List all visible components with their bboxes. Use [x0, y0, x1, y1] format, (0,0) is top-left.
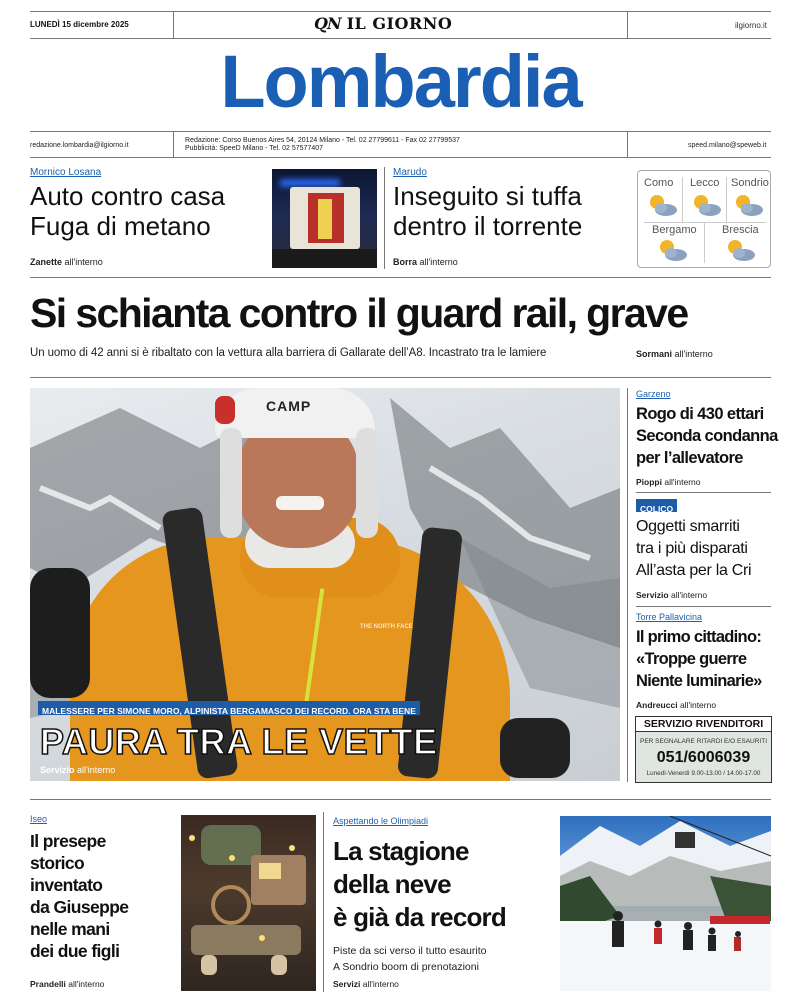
sidebar2-headline[interactable]	[636, 516, 751, 582]
service-box-phone[interactable]: 051/6006039	[656, 749, 751, 766]
bottom-left-line: da Giuseppe	[30, 897, 129, 917]
address-line1: Redazione: Corso Buenos Aires 54, 20124 Milano - Tel. 02 27799611 - Fax 02 27799537	[185, 137, 460, 144]
story1-kicker[interactable]: Mornico Losana	[30, 167, 102, 178]
sidebar3-line3: Niente luminarie»	[636, 672, 762, 690]
bottom-right-sub1: Piste da sci verso il tutto esaurito	[333, 945, 487, 957]
email-speed[interactable]: speed.milano@speweb.it	[688, 142, 767, 149]
service-box[interactable]	[635, 716, 772, 783]
story2-headline-line1: Inseguito si tuffa	[393, 181, 582, 211]
weather-city-brescia: Brescia	[722, 224, 759, 236]
sidebar3-line1: Il primo cittadino:	[636, 628, 762, 646]
bottom-right-line1: La stagione	[333, 836, 469, 866]
lead-summary: Un uomo di 42 anni si è ribaltato con la vettura alla barriera di Gallarate dell’A8. Incastrato tra le lamiere	[30, 347, 547, 359]
service-box-subtitle: PER SEGNALARE RITARDI E/O ESAURITI	[639, 738, 768, 745]
address-line2: Pubblicità: SpeeD Milano - Tel. 02 57577407	[185, 145, 324, 152]
story2-byline: Borra all'interno	[393, 257, 458, 267]
partly-cloudy-icon	[656, 237, 690, 263]
sidebar3-headline[interactable]	[636, 626, 762, 692]
brand-name: IL GIORNO	[346, 14, 453, 33]
story2-headline[interactable]	[393, 181, 582, 241]
helmet-text: CAMP	[266, 398, 312, 414]
sidebar2-line2: tra i più disparati	[636, 540, 748, 557]
sidebar1-line2: Seconda condanna	[636, 427, 778, 445]
sidebar1-byline: Pioppi all'interno	[636, 477, 701, 487]
lead-byline: Sormani all'interno	[636, 349, 713, 359]
sidebar3-line2: «Troppe guerre	[636, 650, 747, 668]
sidebar2-byline: Servizio all'interno	[636, 590, 708, 600]
weather-box[interactable]	[637, 170, 771, 268]
weather-city-sondrio: Sondrio	[731, 177, 769, 189]
photo-headline[interactable]: PAURA TRA LE VETTE	[40, 721, 438, 762]
photo-byline: Servizio all'interno	[40, 765, 116, 775]
masthead-date: LUNEDÌ 15 dicembre 2025	[30, 20, 129, 29]
sidebar3-kicker[interactable]: Torre Pallavicina	[636, 612, 703, 622]
weather-city-lecco: Lecco	[690, 177, 720, 189]
story2-headline-line2: dentro il torrente	[393, 211, 583, 241]
sidebar2-line1: Oggetti smarriti	[636, 518, 740, 535]
main-photo[interactable]	[30, 388, 620, 781]
sidebar2-line3: All’asta per la Cri	[636, 562, 752, 579]
ambulance-photo[interactable]	[272, 169, 377, 268]
weather-city-bergamo: Bergamo	[652, 224, 697, 236]
story2-kicker[interactable]: Marudo	[393, 167, 427, 178]
sidebar1-line3: per l’allevatore	[636, 449, 743, 467]
bottom-right-line3: è già da record	[333, 902, 506, 932]
bottom-left-line: nelle mani	[30, 919, 110, 939]
sidebar1-line1: Rogo di 430 ettari	[636, 405, 764, 423]
sidebar3-byline: Andreucci all'interno	[636, 700, 717, 710]
weather-city-como: Como	[644, 177, 674, 189]
partly-cloudy-icon	[646, 192, 680, 218]
sidebar1-kicker[interactable]: Garzeno	[636, 389, 671, 399]
edition-title: Lombardia	[220, 40, 581, 123]
partly-cloudy-icon	[690, 192, 724, 218]
email-redazione[interactable]: redazione.lombardia@ilgiorno.it	[30, 142, 129, 149]
bottom-left-line: Il presepe	[30, 831, 106, 851]
sidebar1-headline[interactable]	[636, 403, 778, 469]
bottom-right-line2: della neve	[333, 869, 451, 899]
bottom-right-headline[interactable]	[333, 835, 506, 934]
lead-headline[interactable]: Si schianta contro il guard rail, grave	[30, 290, 688, 336]
bottom-right-kicker[interactable]: Aspettando le Olimpiadi	[333, 816, 429, 826]
photo-caption-strip: MALESSERE PER SIMONE MORO, ALPINISTA BERGAMASCO DEI RECORD. ORA STA BENE	[38, 701, 420, 715]
jacket-logo-text: THE NORTH FACE	[360, 624, 413, 630]
story1-headline[interactable]	[30, 181, 225, 241]
bottom-left-line: inventato	[30, 875, 103, 895]
website-link[interactable]: ilgiorno.it	[735, 21, 768, 30]
bottom-left-headline[interactable]	[30, 830, 128, 962]
partly-cloudy-icon	[724, 237, 758, 263]
bottom-left-line: dei due figli	[30, 941, 120, 961]
service-box-hours: Lunedì-Venerdì 9.00-13.00 / 14.00-17.00	[646, 770, 761, 777]
brand-logo[interactable]	[314, 14, 452, 33]
sidebar2-badge[interactable]: COLICO	[636, 499, 677, 512]
bottom-right-sub	[333, 943, 487, 975]
bottom-right-sub2: A Sondrio boom di prenotazioni	[333, 961, 479, 973]
service-box-title: SERVIZIO RIVENDITORI	[636, 717, 771, 732]
nativity-photo[interactable]	[181, 815, 316, 991]
brand-qn: QN	[314, 14, 341, 33]
bottom-left-line: storico	[30, 853, 85, 873]
bottom-left-kicker[interactable]: Iseo	[30, 814, 48, 824]
partly-cloudy-icon	[732, 192, 766, 218]
story1-headline-line2: Fuga di metano	[30, 211, 211, 241]
bottom-right-byline: Servizi all'interno	[333, 979, 399, 989]
story1-byline: Zanette all'interno	[30, 257, 103, 267]
bottom-left-byline: Prandelli all'interno	[30, 979, 105, 989]
story1-headline-line1: Auto contro casa	[30, 181, 226, 211]
ski-photo[interactable]	[560, 816, 771, 991]
